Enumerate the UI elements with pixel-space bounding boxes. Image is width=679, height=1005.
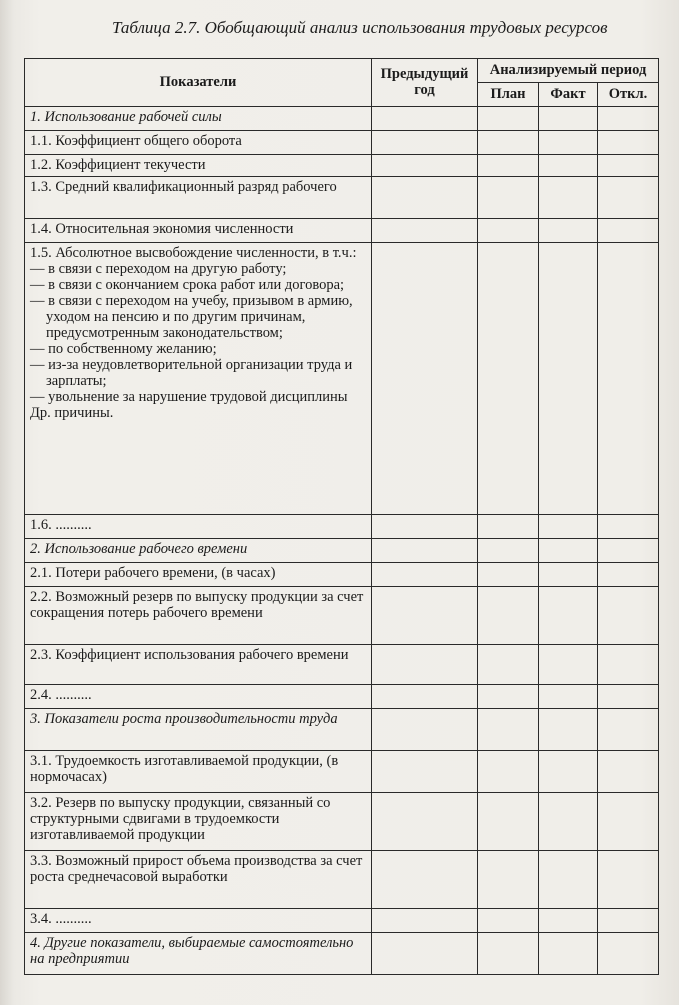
indicator-sublabel: — в связи с окончанием срока работ или договора; bbox=[30, 277, 345, 293]
table-row bbox=[25, 177, 659, 219]
indicator-label: 2.4. .......... bbox=[25, 685, 372, 709]
indicator-block bbox=[25, 243, 372, 515]
table-row bbox=[25, 131, 659, 155]
table-row bbox=[25, 243, 659, 515]
indicator-label: 3.3. Возможный прирост объема производства за счет роста среднечасовой выработки bbox=[25, 851, 372, 909]
table-row bbox=[25, 685, 659, 709]
table-row bbox=[25, 751, 659, 793]
section-title: 2. Использование рабочего времени bbox=[25, 539, 372, 563]
section-title: 3. Показатели роста производительности труда bbox=[25, 709, 372, 751]
section-row bbox=[25, 709, 659, 751]
table-row bbox=[25, 587, 659, 645]
indicator-label: 1.3. Средний квалификационный разряд рабочего bbox=[25, 177, 372, 219]
table-row bbox=[25, 563, 659, 587]
section-row bbox=[25, 539, 659, 563]
indicator-label: 1.2. Коэффициент текучести bbox=[25, 155, 372, 177]
indicator-label: 1.5. Абсолютное высвобождение численности, в т.ч.: bbox=[30, 245, 357, 261]
indicator-label: 3.2. Резерв по выпуску продукции, связанный со структурными сдвигами в трудоемкости изготавливаемой продукции bbox=[25, 793, 372, 851]
section-row bbox=[25, 933, 659, 975]
indicator-label: 2.2. Возможный резерв по выпуску продукции за счет сокращения потерь рабочего времени bbox=[25, 587, 372, 645]
indicator-sublabel: — в связи с переходом на учебу, призывом в армию, уходом на пенсию и по другим причинам, предусмотренным законодательством; bbox=[30, 293, 353, 341]
indicator-label: 2.3. Коэффициент использования рабочего времени bbox=[25, 645, 372, 685]
indicator-sublabel: — увольнение за нарушение трудовой дисциплины bbox=[30, 389, 348, 405]
indicator-label: 1.4. Относительная экономия численности bbox=[25, 219, 372, 243]
indicator-label: 1.6. .......... bbox=[25, 515, 372, 539]
table-row bbox=[25, 851, 659, 909]
indicator-label: 3.4. .......... bbox=[25, 909, 372, 933]
section-row bbox=[25, 107, 659, 131]
col-header-fact: Факт bbox=[539, 83, 598, 107]
table-row bbox=[25, 515, 659, 539]
indicator-sublabel: — по собственному желанию; bbox=[30, 341, 217, 357]
table-row bbox=[25, 219, 659, 243]
col-header-previous-year: Предыдущий год bbox=[372, 59, 478, 107]
indicator-sublabel: — в связи с переходом на другую работу; bbox=[30, 261, 287, 277]
table-row bbox=[25, 645, 659, 685]
col-header-deviation: Откл. bbox=[598, 83, 659, 107]
col-header-plan: План bbox=[478, 83, 539, 107]
indicator-label: Др. причины. bbox=[30, 405, 114, 421]
table-row bbox=[25, 793, 659, 851]
table-row bbox=[25, 155, 659, 177]
section-title: 1. Использование рабочей силы bbox=[25, 107, 372, 131]
labor-resources-table bbox=[24, 58, 659, 975]
table-row bbox=[25, 909, 659, 933]
col-header-indicators: Показатели bbox=[25, 59, 372, 107]
indicator-label: 3.1. Трудоемкость изготавливаемой продукции, (в нормочасах) bbox=[25, 751, 372, 793]
col-header-period: Анализируемый период bbox=[478, 59, 659, 83]
indicator-label: 2.1. Потери рабочего времени, (в часах) bbox=[25, 563, 372, 587]
table-title: Таблица 2.7. Обобщающий анализ использования трудовых ресурсов bbox=[112, 18, 608, 37]
indicator-sublabel: — из-за неудовлетворительной организации труда и зарплаты; bbox=[30, 357, 353, 389]
indicator-label: 1.1. Коэффициент общего оборота bbox=[25, 131, 372, 155]
section-title: 4. Другие показатели, выбираемые самостоятельно на предприятии bbox=[25, 933, 372, 975]
